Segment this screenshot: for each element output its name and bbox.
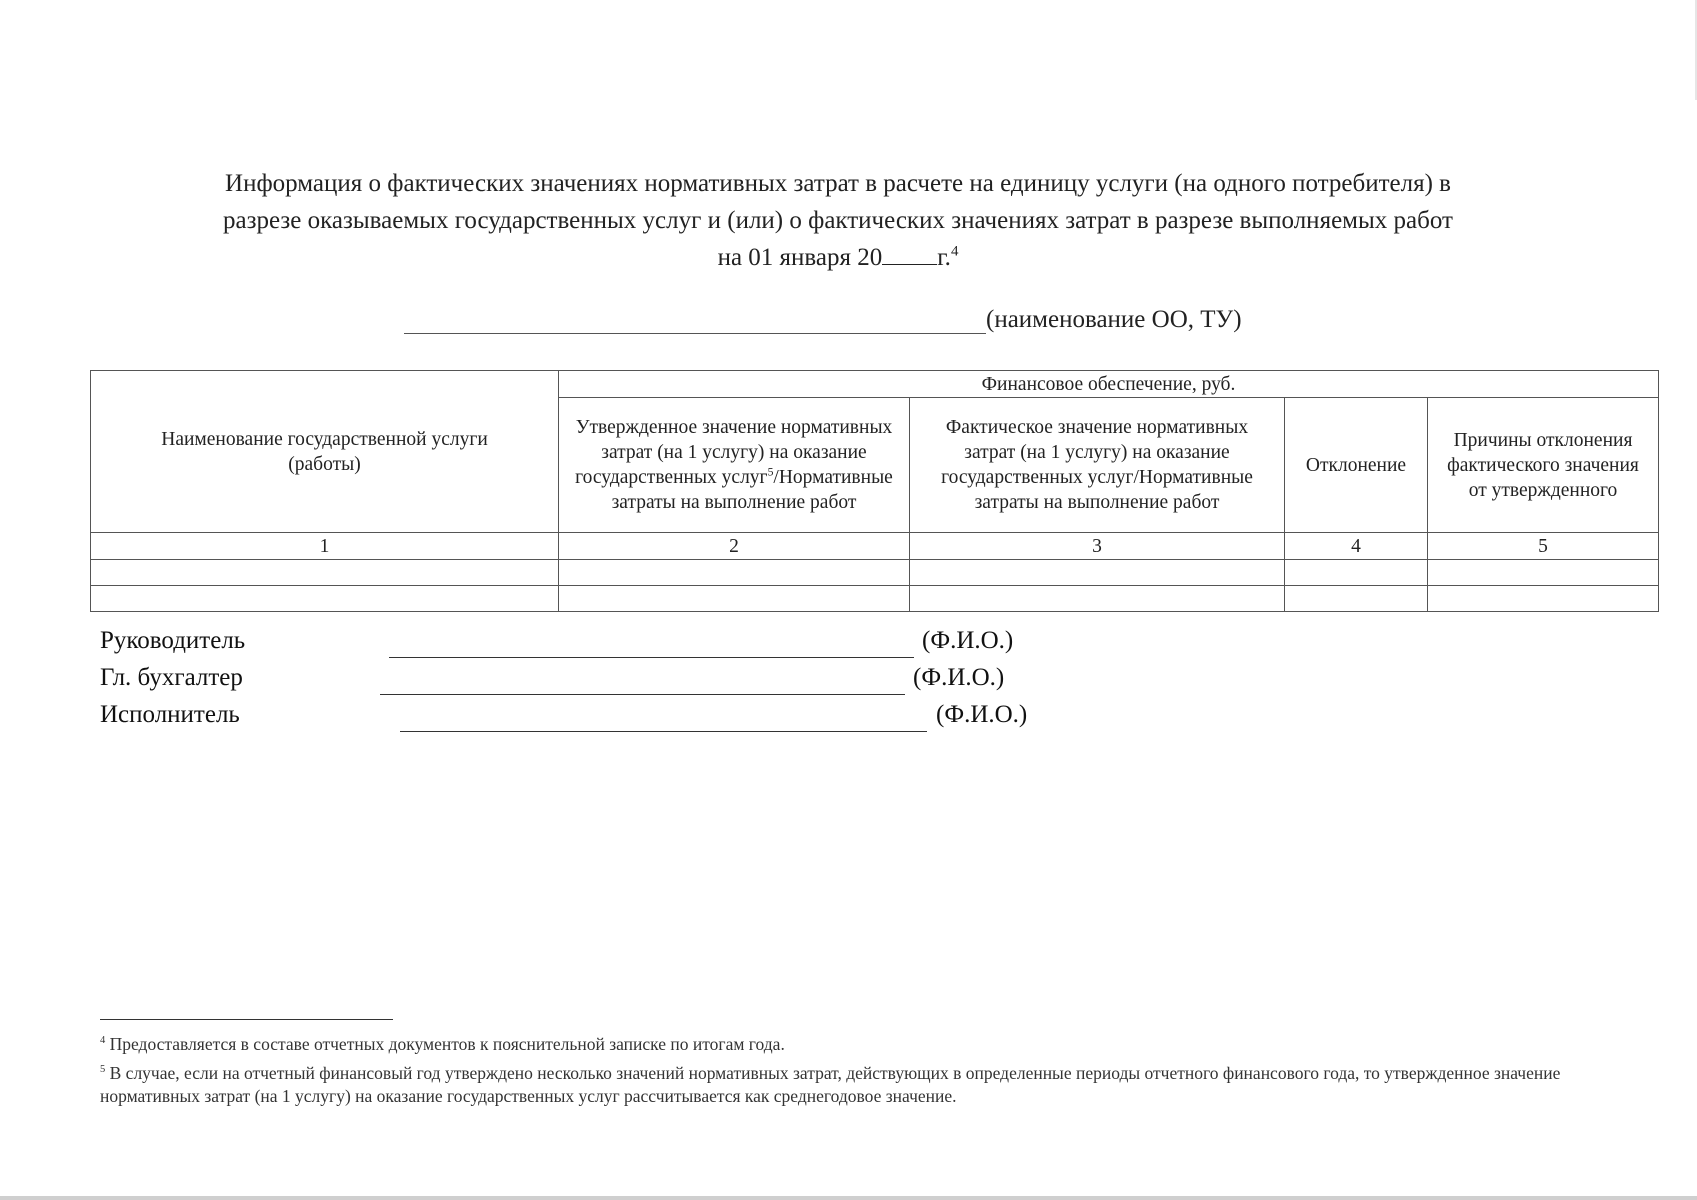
footnote-ref-5: 5 — [767, 465, 774, 479]
table-row — [91, 560, 1659, 586]
footnote-text: Предоставляется в составе отчетных документов к пояснительной записке по итогам года. — [109, 1034, 785, 1054]
signature-fio: (Ф.И.О.) — [936, 701, 1028, 728]
signature-blank-line — [389, 656, 914, 658]
empty-cell — [1285, 586, 1428, 612]
col5-header: Причины отклонения фактического значения от утвержденного — [1428, 398, 1659, 533]
document-title — [120, 165, 1556, 276]
footnote-mark: 5 — [100, 1064, 106, 1076]
col2-header — [559, 398, 910, 533]
col1-header: Наименование государственной услуги (работы) — [91, 371, 559, 533]
empty-cell — [1428, 560, 1659, 586]
signature-fio: (Ф.И.О.) — [922, 627, 1014, 654]
title-date-prefix: на 01 января 20 — [717, 244, 883, 271]
empty-cell — [910, 560, 1285, 586]
footnote-ref-4: 4 — [950, 243, 959, 260]
table-header-row-1 — [91, 371, 1659, 398]
org-name-caption: (наименование ОО, ТУ) — [986, 306, 1242, 333]
empty-cell — [1285, 560, 1428, 586]
footnote-4 — [100, 1033, 1620, 1056]
org-name-field — [404, 305, 1242, 339]
column-number: 1 — [91, 533, 559, 560]
footnote-separator — [100, 1019, 393, 1020]
column-number: 4 — [1285, 533, 1428, 560]
column-number: 2 — [559, 533, 910, 560]
signature-label: Гл. бухгалтер — [100, 664, 243, 691]
org-name-blank-line — [404, 305, 986, 334]
signature-label: Руководитель — [100, 627, 246, 654]
column-number-row — [91, 533, 1659, 560]
signature-blank-line — [400, 730, 927, 732]
column-number: 3 — [910, 533, 1285, 560]
signature-blank-line — [380, 693, 905, 695]
scan-bottom-edge — [0, 1196, 1697, 1200]
column-number: 5 — [1428, 533, 1659, 560]
costs-table — [90, 370, 1659, 612]
group-header-financing: Финансовое обеспечение, руб. — [559, 371, 1659, 398]
col4-header: Отклонение — [1285, 398, 1428, 533]
title-line-3 — [120, 239, 1556, 276]
empty-cell — [559, 560, 910, 586]
empty-cell — [91, 560, 559, 586]
footnote-5 — [100, 1062, 1620, 1108]
empty-cell — [1428, 586, 1659, 612]
year-blank-field — [882, 242, 937, 265]
footnote-text: В случае, если на отчетный финансовый год утверждено несколько значений нормативных затрат, действующих в определенные периоды отчетного финансового года, то утвержденное значение нормативных затрат (на 1 услугу) на оказание государственных услуг рассчитывается как среднегодовое значение. — [100, 1063, 1561, 1106]
title-line-1: Информация о фактических значениях нормативных затрат в расчете на единицу услуги (на одного потребителя) в — [225, 170, 1451, 197]
col2-header-text-2: /Нормативные затраты на выполнение работ — [611, 467, 893, 513]
footnotes — [100, 1033, 1620, 1114]
title-line-2: разрезе оказываемых государственных услуг и (или) о фактических значениях затрат в разрезе выполняемых работ — [223, 207, 1453, 234]
signature-fio: (Ф.И.О.) — [913, 664, 1005, 691]
table-row — [91, 586, 1659, 612]
col3-header: Фактическое значение нормативных затрат (на 1 услугу) на оказание государственных услуг/Нормативные затраты на выполнение работ — [910, 398, 1285, 533]
footnote-mark: 4 — [100, 1035, 106, 1047]
signature-label: Исполнитель — [100, 701, 240, 728]
title-date-suffix: г. — [937, 244, 951, 271]
empty-cell — [91, 586, 559, 612]
empty-cell — [559, 586, 910, 612]
col2-header-text: Утвержденное значение нормативных затрат (на 1 услугу) на оказание государственных услуг — [575, 417, 893, 488]
empty-cell — [910, 586, 1285, 612]
